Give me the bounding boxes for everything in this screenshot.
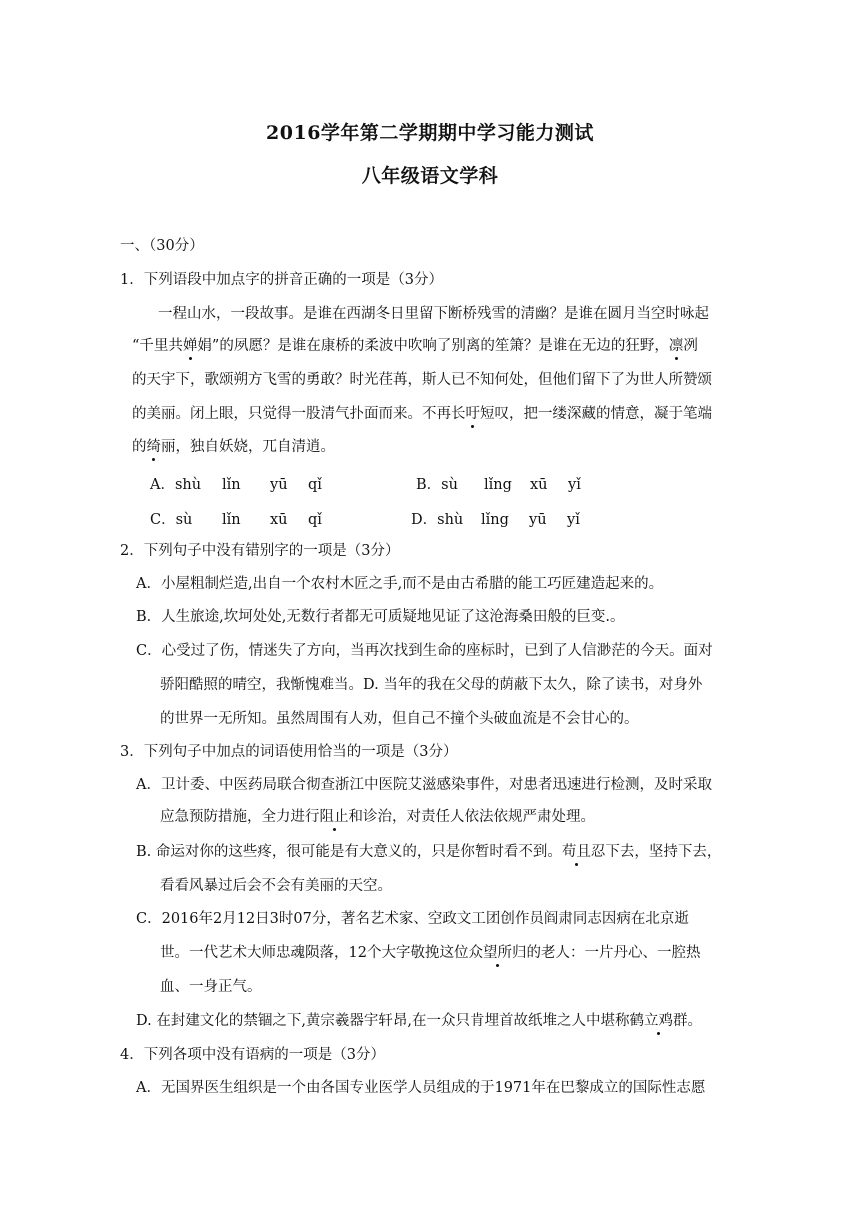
- q1-passage-line-3: 的天宇下，歌颂朔方飞雪的勇敢？时光荏苒，斯人已不知何处，但他们留下了为世人所赞颂: [132, 372, 712, 388]
- q3-option-a-cont: 应急预防措施，全力进行阻止和诊治，对责任人依法依规严肃处理。: [160, 809, 595, 825]
- q3-option-b[interactable]: B. 命运对你的这些疼，很可能是有大意义的，只是你暂时看不到。苟且忍下去，坚持下去，: [136, 844, 722, 860]
- q4-stem: 4．下列各项中没有语病的一项是（3分）: [120, 1047, 385, 1063]
- q1-stem: 1．下列语段中加点字的拼音正确的一项是（3分）: [120, 272, 443, 288]
- q3-option-d[interactable]: D. 在封建文化的禁锢之下,黄宗羲器宇轩昂,在一众只肯埋首故纸堆之人中堪称鹤立鸡群。: [136, 1013, 703, 1029]
- q3-option-c-cont2: 血、一身正气。: [160, 979, 262, 995]
- q1-option-b[interactable]: B．sù lǐng xū yǐ: [416, 477, 581, 493]
- q1-passage-line-1: 一程山水，一段故事。是谁在西湖冬日里留下断桥残雪的清幽？是谁在圆月当空时咏起: [158, 306, 709, 322]
- q3-option-a[interactable]: A．卫计委、中医药局联合彻查浙江中医院艾滋感染事件，对患者迅速进行检测，及时采取: [136, 777, 712, 793]
- q1-passage-line-4: 的美丽。闭上眼，只觉得一股清气扑面而来。不再长吁短叹，把一缕深藏的情意，凝于笔端: [132, 406, 712, 422]
- q2-stem: 2．下列句子中没有错别字的一项是（3分）: [120, 543, 400, 559]
- dotted-char: 绮: [146, 439, 161, 455]
- q2-option-c[interactable]: C．心受过了伤，情迷失了方向，当再次找到生命的座标时，已到了人信渺茫的今天。面对: [136, 643, 713, 659]
- q3-option-b-cont: 看看风暴过后会不会有美丽的天空。: [160, 878, 392, 894]
- q3-option-c[interactable]: C．2016年2月12日3时07分，著名艺术家、空政文工团创作员阎肃同志因病在北京逝: [136, 911, 689, 927]
- dotted-word: 阻止: [319, 809, 349, 825]
- dotted-word: 苟且: [561, 844, 591, 860]
- q2-option-c-cont: 骄阳酷照的晴空，我惭愧难当。D. 当年的我在父母的荫蔽下太久，除了读书，对身外: [160, 677, 703, 693]
- dotted-word: 鹤立鸡群: [629, 1013, 688, 1029]
- dotted-char: 凛: [668, 338, 684, 354]
- q2-option-b[interactable]: B．人生旅途,坎坷处处,无数行者都无可质疑地见证了这沧海桑田般的巨变.。: [136, 609, 625, 625]
- q1-option-d[interactable]: D．shù lǐng yū yǐ: [411, 512, 580, 528]
- document-subtitle: 八年级语文学科: [361, 165, 499, 187]
- dotted-char: 婵: [182, 338, 198, 354]
- q1-option-c[interactable]: C．sù lǐn xū qǐ: [150, 512, 322, 528]
- section-heading: 一、（30分）: [120, 238, 204, 254]
- q1-option-a[interactable]: A．shù lǐn yū qǐ: [150, 477, 322, 493]
- q2-option-a[interactable]: A．小屋粗制烂造,出自一个农村木匠之手,而不是由古希腊的能工巧匠建造起来的。: [136, 576, 664, 592]
- q2-option-d-cont: 的世界一无所知。虽然周围有人劝，但自己不撞个头破血流是不会甘心的。: [160, 711, 639, 727]
- q4-option-a[interactable]: A．无国界医生组织是一个由各国专业医学人员组成的于1971年在巴黎成立的国际性志愿: [136, 1080, 706, 1096]
- q3-stem: 3．下列句子中加点的词语使用恰当的一项是（3分）: [120, 744, 458, 760]
- document-title: 2016学年第二学期期中学习能力测试: [266, 122, 594, 144]
- q3-option-c-cont: 世。一代艺术大师忠魂陨落，12个大字敬挽这位众望所归的老人：一片丹心、一腔热: [160, 945, 701, 961]
- q1-passage-line-2: “千里共婵娟”的夙愿？是谁在康桥的柔波中吹响了别离的笙箫？是谁在无边的狂野，凛冽: [132, 338, 698, 354]
- dotted-word: 众望所归: [468, 945, 527, 961]
- dotted-char: 吁: [465, 406, 480, 422]
- q1-passage-line-5: 的绮丽，独自妖娆，兀自清逍。: [132, 439, 335, 455]
